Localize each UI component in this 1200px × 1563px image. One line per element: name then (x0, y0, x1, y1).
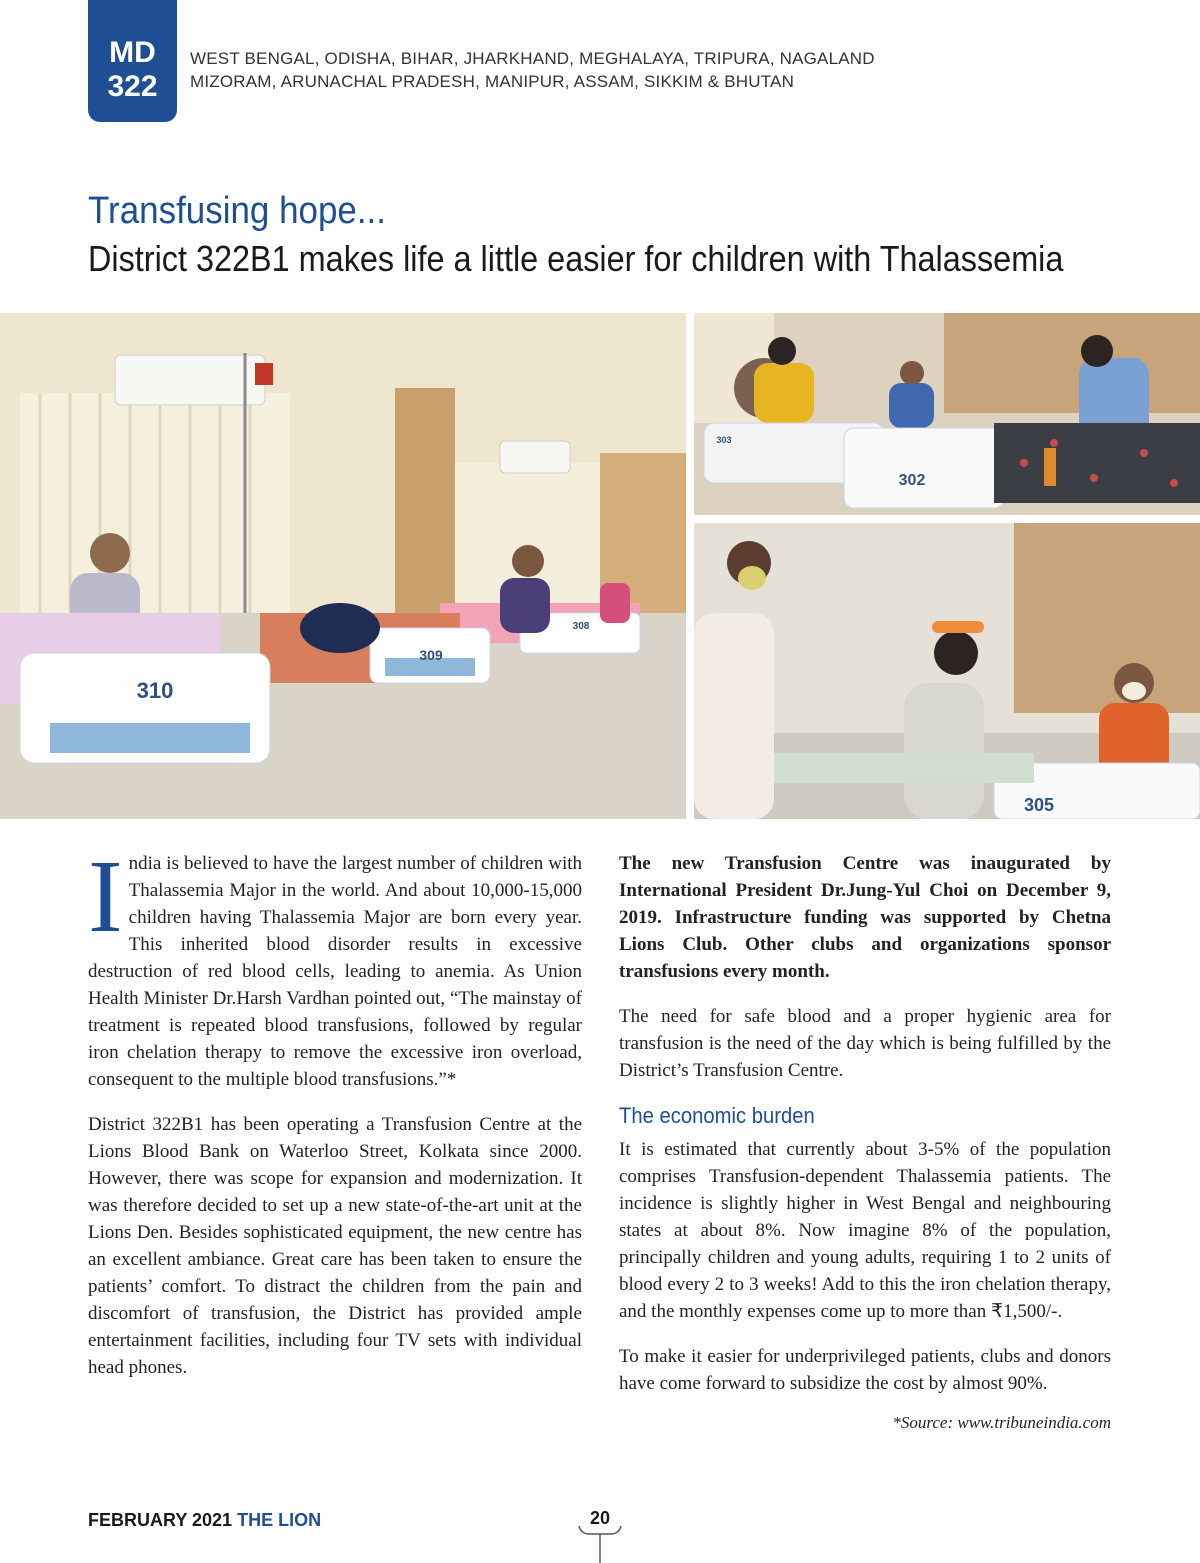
ward-photo-top-right (694, 313, 1200, 515)
ward-photo-bottom-right-image (694, 523, 1200, 819)
inauguration-paragraph: The new Transfusion Centre was inaugurated by International President Dr.Jung-Yul Choi on December 9, 2019. Infrastructure funding was supported by Chetna Lions Club. Other clubs and organizations sponsor transfusions every month. (619, 853, 1111, 982)
source-note: *Source: www.tribuneindia.com (892, 1413, 1111, 1432)
right-column (619, 850, 1111, 1436)
region-line-1: WEST BENGAL, ODISHA, BIHAR, JHARKHAND, MEGHALAYA, TRIPURA, NAGALAND (190, 49, 875, 68)
bed-309-label: 309 (419, 647, 443, 663)
article-subtitle: District 322B1 makes life a little easier for children with Thalassemia (88, 238, 1064, 279)
transfusion-centre-paragraph: District 322B1 has been operating a Transfusion Centre at the Lions Blood Bank on Waterloo Street, Kolkata since 2000. However, there was scope for expansion and modernization. It was therefore decided to set up a new state-of-the-art unit at the Lions Den. Besides sophisticated equipment, the new centre has an excellent ambiance. Great care has been taken to ensure the patients’ comfort. To distract the children from the pain and discomfort of transfusion, the District has provided ample entertainment facilities, including four TV sets with individual head phones. (88, 1114, 582, 1378)
district-tab (88, 0, 177, 122)
ward-photo-bottom-right (694, 523, 1200, 819)
ward-photo-top-right-image (694, 313, 1200, 515)
region-list (190, 47, 875, 93)
ward-photo-main-image (0, 313, 686, 819)
intro-paragraph-text: ndia is believed to have the largest number of children with Thalassemia Major in the world. And about 10,000-15,000 children having Thalassemia Major are born every year. This inherited blood disorder results in excessive destruction of red blood cells, leading to anemia. As Union Health Minister Dr.Harsh Vardhan pointed out, “The mainstay of treatment is repeated blood transfusions, followed by regular iron chelation therapy to remove the excessive iron overload, consequent to the multiple blood transfusions.”* (88, 853, 582, 1090)
article-title: Transfusing hope... (88, 190, 386, 232)
footer-issue (88, 1510, 321, 1531)
bed-305-label: 305 (1023, 795, 1055, 815)
intro-paragraph (88, 839, 582, 1093)
economic-paragraph: It is estimated that currently about 3-5% of the population comprises Transfusion-dependent Thalassemia patients. The incidence is slightly higher in West Bengal and neighbouring states at about 8%. Now imagine 8% of the population, principally children and young adults, requiring 1 to 2 units of blood every 2 to 3 weeks! Add to this the iron chelation therapy, and the monthly expenses come up to more than ₹1,500/-. (619, 1139, 1111, 1322)
bed-303-label: 303 (716, 435, 732, 445)
subsidy-paragraph: To make it easier for underprivileged patients, clubs and donors have come forward to subsidize the cost by almost 90%. (619, 1346, 1111, 1394)
bed-308-label: 308 (572, 621, 590, 632)
need-paragraph: The need for safe blood and a proper hygienic area for transfusion is the need of the day which is being fulfilled by the District’s Transfusion Centre. (619, 1006, 1111, 1081)
left-column (88, 839, 582, 1399)
page-marker-icon (575, 1526, 625, 1563)
footer-magazine: THE LION (237, 1510, 322, 1530)
ward-photo-main (0, 313, 686, 819)
drop-cap: I (88, 839, 123, 954)
bed-302-label: 302 (898, 472, 926, 489)
footer-date: FEBRUARY 2021 (88, 1510, 233, 1530)
district-tab-md: MD (109, 36, 156, 69)
district-tab-number: 322 (107, 70, 158, 103)
page-number: 20 (589, 1508, 611, 1528)
region-line-2: MIZORAM, ARUNACHAL PRADESH, MANIPUR, ASSAM, SIKKIM & BHUTAN (190, 72, 795, 91)
bed-310-label: 310 (136, 678, 174, 703)
section-heading: The economic burden (619, 1103, 815, 1128)
